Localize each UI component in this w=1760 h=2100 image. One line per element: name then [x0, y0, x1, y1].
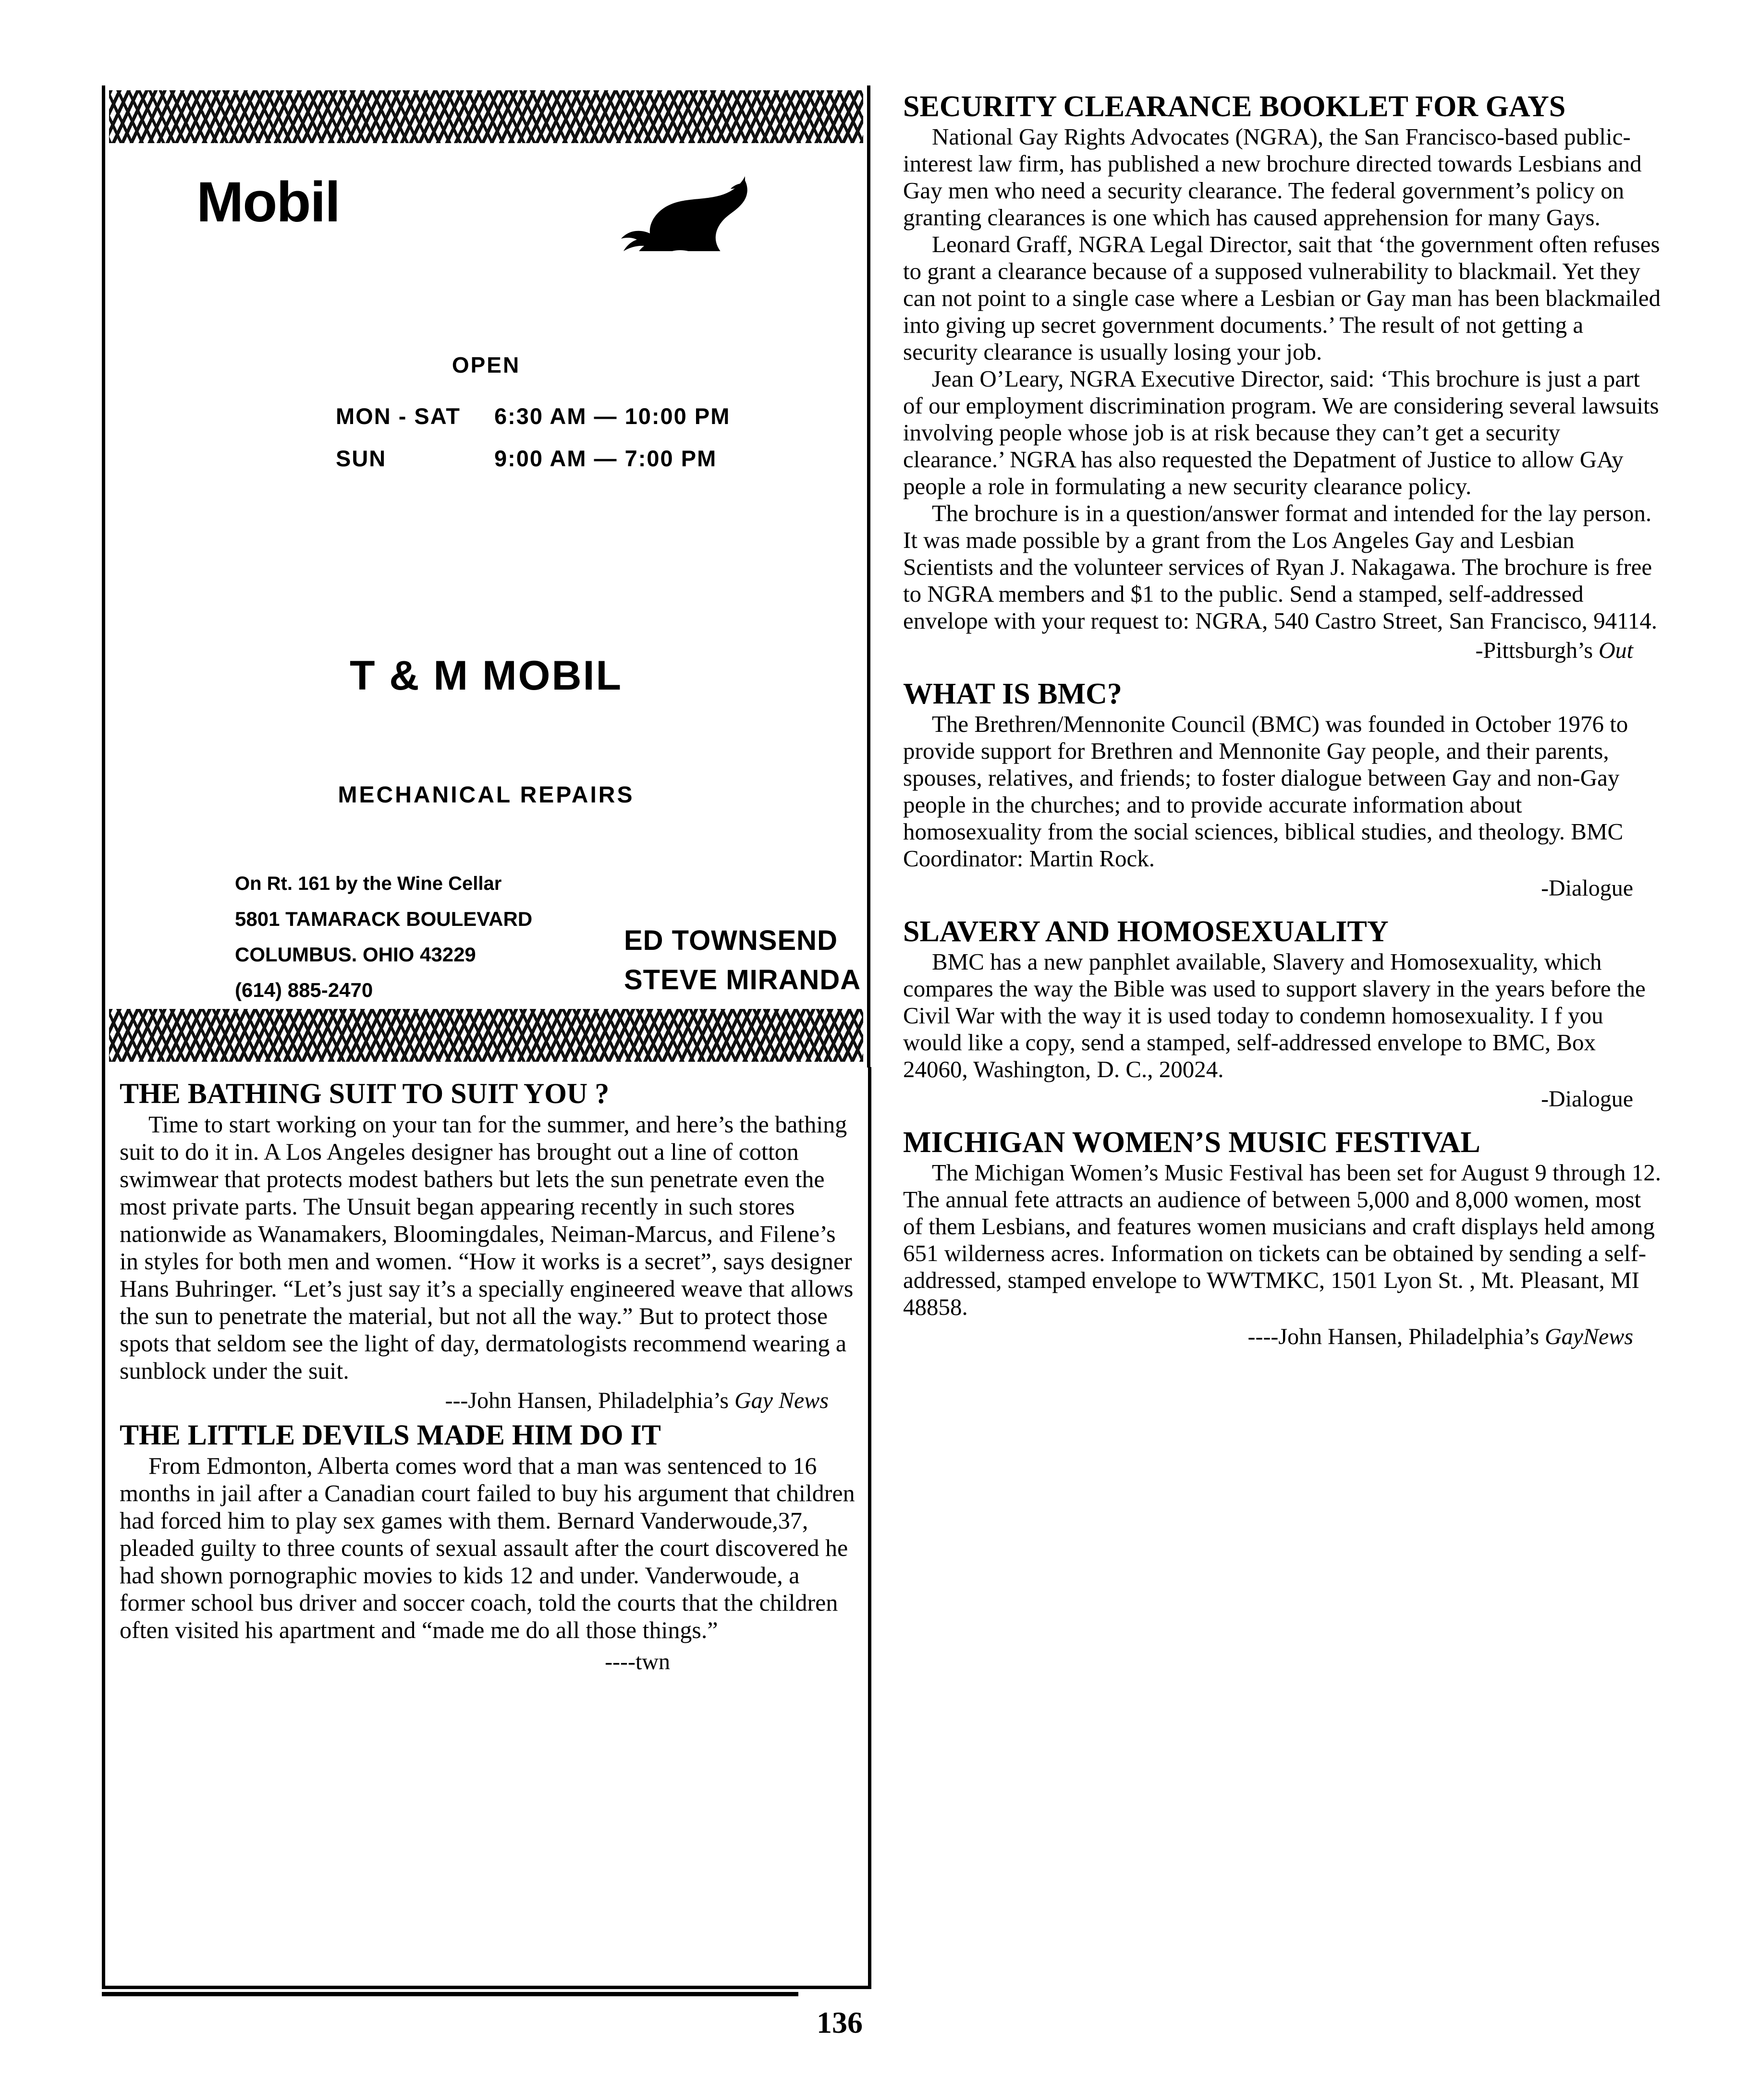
hours-row — [336, 395, 730, 437]
address-line: 5801 TAMARACK BOULEVARD — [235, 908, 533, 930]
article-credit — [903, 636, 1662, 665]
hours-list — [336, 395, 730, 480]
article-credit: -Dialogue — [1541, 875, 1633, 901]
pegasus-icon — [605, 170, 763, 251]
article-body: From Edmonton, Alberta comes word that a man was sentenced to 16 months in jail after a Canadian court failed to buy his argument that children had forced him to play sex games with them. Bernard Vanderwoude,37, pleaded guilty to three counts of sexual assault after the court discovered he had shown pornographic movies to kids 12 and under. Vanderwoude, a former school bus driver and soccer coach, told the courts that the children often visited his apartment and “made me do all those things.” — [120, 1452, 855, 1643]
business-name: T & M MOBIL — [349, 653, 623, 699]
article-body: Time to start working on your tan for the summer, and here’s the bathing suit to do it in. A Los Angeles designer has brought out a line of cotton swimwear that protects modest bathers but lets the sun penetrate even the most private parts. The Unsuit began appearing recently in such stores nationwide as Wanamakers, Bloomingdales, Neiman-Marcus, and Filene’s in styles for both men and women. “How it works is a secret”, says designer Hans Buhringer. “Let’s just say it’s a specially engineered weave that allows the sun to penetrate the material, but not all the way.” But to protect those spots that seldom see the light of day, dermatologists recommend wearing a sunblock under the suit. — [120, 1111, 854, 1384]
article-body: The Brethren/Mennonite Council (BMC) was founded in October 1976 to provide support for Brethren and Mennonite Gay people, and their parents, spouses, relatives, and friends; to foster dialogue between Gay and non-Gay people in the churches; and to provide accurate information about homosexuality from the social sciences, biblical studies, and theology. BMC Coordinator: Martin Rock. — [903, 711, 1628, 872]
credit-text: -Pittsburgh’s — [1475, 638, 1599, 664]
address-line: COLUMBUS. OHIO 43229 — [235, 943, 476, 966]
credit-text: ----John Hansen, Philadelphia’s — [1247, 1324, 1545, 1350]
left-column — [102, 85, 874, 1068]
article-credit — [903, 1323, 1662, 1351]
article-credit: ----twn — [605, 1649, 670, 1675]
article-headline: MICHIGAN WOMEN’S MUSIC FESTIVAL — [903, 1126, 1480, 1159]
address-block — [235, 866, 532, 1008]
article-headline: THE LITTLE DEVILS MADE HIM DO IT — [120, 1419, 661, 1451]
decorative-hatch-border-bottom — [109, 1009, 863, 1062]
proprietor-names — [624, 921, 861, 1000]
left-article-column — [102, 1067, 871, 1989]
article-headline: SECURITY CLEARANCE BOOKLET FOR GAYS — [903, 90, 1566, 123]
article-credit: -Dialogue — [1541, 1086, 1633, 1112]
mobil-advertisement — [102, 85, 870, 1068]
article-credit — [120, 1386, 857, 1415]
open-label: OPEN — [452, 352, 521, 377]
phone-number: (614) 885-2470 — [235, 979, 373, 1001]
mobil-brand-wordmark: Mobil — [196, 170, 340, 234]
page-number: 136 — [817, 2005, 863, 2039]
article-body: Leonard Graff, NGRA Legal Director, sait that ‘the government often refuses to grant a clearance because of a supposed vulnerability to blackmail. Yet they can not point to a single case where a Lesbian or Gay man has been blackmailed into giving up secret government documents.’ The result of not getting a security clearance is usually losing your job. — [903, 231, 1661, 365]
article-body: The Michigan Women’s Music Festival has been set for August 9 through 12. The annual fete attracts an audience of between 5,000 and 8,000 women, most of them Lesbians, and features women musicians and craft displays held among 651 wilderness acres. Information on tickets can be obtained by sending a self-addressed, stamped envelope to WWTMKC, 1501 Lyon St. , Mt. Pleasant, MI 48858. — [903, 1159, 1662, 1321]
hours-days: MON - SAT — [336, 403, 461, 429]
proprietor-name: STEVE MIRANDA — [624, 964, 861, 995]
article-body: Jean O’Leary, NGRA Executive Director, said: ‘This brochure is just a part of our employment discrimination program. We are considering several lawsuits involving people whose job is at risk because they can’t get a security clearance.’ NGRA has also requested the Depatment of Justice to allow GAy people a role in formulating a new security clearance policy. — [903, 365, 1659, 500]
article-headline: THE BATHING SUIT TO SUIT YOU ? — [120, 1078, 610, 1109]
credit-source: Gay News — [734, 1388, 829, 1413]
right-article-column — [903, 91, 1662, 1351]
article-headline: WHAT IS BMC? — [903, 678, 1122, 711]
article-body: The brochure is in a question/answer format and intended for the lay person. It was made possible by a grant from the Los Angeles Gay and Lesbian Scientists and the volunteer services of Ryan J. Nakagawa. The brochure is free to NGRA members and $1 to the public. Send a stamped, self-addressed envelope with your request to: NGRA, 540 Castro Street, San Francisco, 94114. — [903, 500, 1658, 634]
services-label: MECHANICAL REPAIRS — [338, 782, 635, 808]
hours-time: 9:00 AM — 7:00 PM — [494, 446, 717, 471]
hours-days: SUN — [336, 446, 387, 471]
article-body: National Gay Rights Advocates (NGRA), the San Francisco-based public-interest law firm, has published a new brochure directed towards Lesbians and Gay men who need a security clearance. The federal government’s policy on granting clearances is one which has caused apprehension for many Gays. — [903, 123, 1642, 231]
credit-source: GayNews — [1545, 1324, 1633, 1350]
hours-time: 6:30 AM — 10:00 PM — [494, 403, 731, 429]
decorative-hatch-border-top — [109, 90, 863, 143]
address-line: On Rt. 161 by the Wine Cellar — [235, 873, 502, 894]
article-body: BMC has a new panphlet available, Slavery and Homosexuality, which compares the way the Bible was used to support slavery in the years before the Civil War with the way it is used today to condemn homosexuality. I f you would like a copy, send a stamped, self-addressed envelope to BMC, Box 24060, Washington, D. C., 20024. — [903, 948, 1646, 1083]
hours-row — [336, 437, 730, 480]
article-headline: SLAVERY AND HOMOSEXUALITY — [903, 915, 1389, 948]
credit-source: Out — [1599, 638, 1633, 664]
credit-text: ---John Hansen, Philadelphia’s — [445, 1388, 735, 1413]
bottom-divider-rule — [102, 1992, 798, 1996]
proprietor-name: ED TOWNSEND — [624, 925, 838, 956]
